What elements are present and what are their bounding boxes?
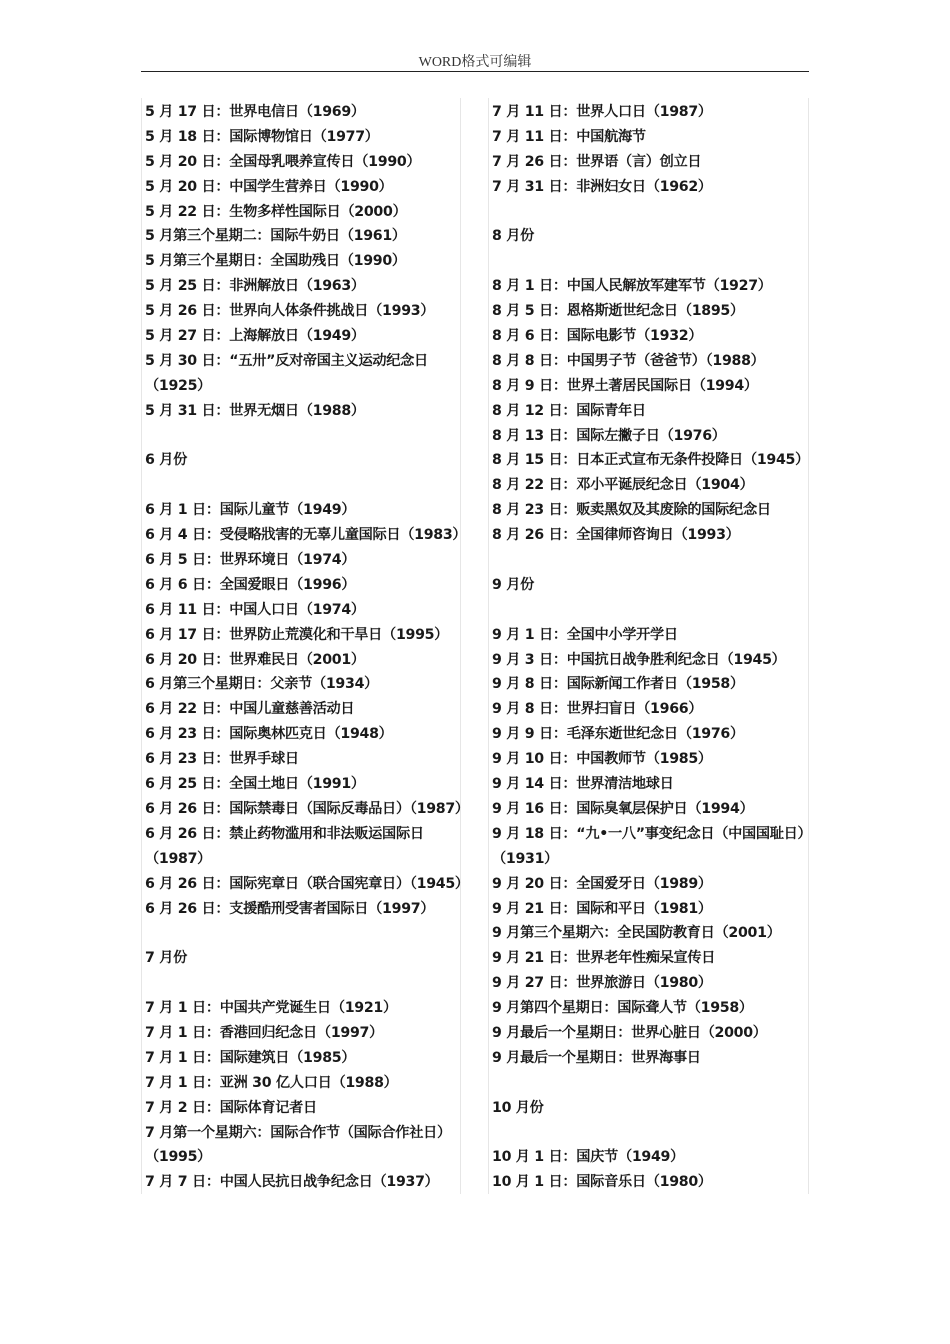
right-column [488,98,812,1194]
list-item: 9 月 27 日：世界旅游日（1980） [492,975,712,992]
list-item: 6 月 26 日：国际禁毒日（国际反毒品日）（1987） [145,800,469,817]
list-item: 8 月 15 日：日本正式宣布无条件投降日（1945） [492,452,810,469]
list-item: 5 月 31 日：世界无烟日（1988） [145,402,365,419]
blank-line [492,200,808,225]
list-item: 9 月 8 日：国际新闻工作者日（1958） [492,676,744,693]
list-item: 8 月 6 日：国际电影节（1932） [492,328,703,345]
list-item: 10 月 1 日：国庆节（1949） [492,1149,685,1166]
list-item: 8 月 8 日：中国男子节（爸爸节）（1988） [492,352,765,369]
month-heading: 6 月份 [145,452,187,469]
list-item: 8 月 22 日：邓小平诞辰纪念日（1904） [492,477,754,494]
list-item: 6 月 5 日：世界环境日（1974） [145,552,356,569]
list-item: （1931） [492,850,559,867]
blank-line [492,1121,808,1146]
right-entry-list [489,98,812,1195]
list-item: 7 月 31 日：非洲妇女日（1962） [492,178,712,195]
list-item: 9 月 8 日：世界扫盲日（1966） [492,701,703,718]
list-item: 9 月 21 日：国际和平日（1981） [492,900,712,917]
list-item: 5 月 18 日：国际博物馆日（1977） [145,128,379,145]
list-item: 9 月 16 日：国际臭氧层保护日（1994） [492,800,754,817]
list-item: 7 月 11 日：世界人口日（1987） [492,104,712,120]
list-item: 7 月第一个星期六：国际合作节（国际合作社日） [145,1124,451,1141]
month-heading: 8 月份 [492,228,534,245]
list-item: 9 月 21 日：世界老年性痴呆宣传日 [492,950,716,967]
list-item: 9 月第四个星期日：国际聋人节（1958） [492,1000,753,1017]
list-item: 8 月 23 日：贩卖黑奴及其废除的国际纪念日 [492,502,771,519]
list-item: 9 月 14 日：世界清洁地球日 [492,776,674,793]
list-item: 9 月 3 日：中国抗日战争胜利纪念日（1945） [492,651,786,668]
list-item: 9 月 18 日：“九•一八”事变纪念日（中国国耻日） [492,825,812,842]
list-item: 5 月 26 日：世界向人体条件挑战日（1993） [145,303,435,320]
list-item: 8 月 12 日：国际青年日 [492,402,646,419]
list-item: 5 月第三个星期日：全国助残日（1990） [145,253,406,270]
list-item: 5 月 22 日：生物多样性国际日（2000） [145,203,407,220]
blank-line [492,598,808,623]
list-item: 9 月第三个星期六：全民国防教育日（2001） [492,925,781,942]
list-item: 5 月第三个星期二：国际牛奶日（1961） [145,228,406,245]
list-item: 5 月 25 日：非洲解放日（1963） [145,278,365,295]
list-item: 6 月 17 日：世界防止荒漠化和干旱日（1995） [145,626,449,643]
list-item: 6 月 22 日：中国儿童慈善活动日 [145,701,355,718]
list-item: 6 月 26 日：支援酷刑受害者国际日（1997） [145,900,435,917]
list-item: 8 月 5 日：恩格斯逝世纪念日（1895） [492,303,744,320]
left-column [141,98,469,1194]
list-item: （1995） [145,1149,212,1166]
list-item: 7 月 26 日：世界语（言）创立日 [492,153,702,170]
list-item: 5 月 27 日：上海解放日（1949） [145,328,365,345]
list-item: 7 月 1 日：中国共产党诞生日（1921） [145,1000,397,1017]
list-item: 6 月 26 日：国际宪章日（联合国宪章日）（1945） [145,875,469,892]
list-item: 6 月 26 日：禁止药物滥用和非法贩运国际日 [145,825,424,842]
list-item: 8 月 9 日：世界土著居民国际日（1994） [492,377,758,394]
list-item: 8 月 26 日：全国律师咨询日（1993） [492,527,740,544]
list-item: 5 月 20 日：全国母乳喂养宣传日（1990） [145,153,421,170]
list-item: 10 月 1 日：国际音乐日（1980） [492,1174,712,1191]
blank-line [492,249,808,274]
header-rule [141,71,809,72]
list-item: 7 月 11 日：中国航海节 [492,128,646,145]
blank-line [145,424,460,449]
list-item: 8 月 1 日：中国人民解放军建军节（1927） [492,278,772,295]
month-heading: 7 月份 [145,950,187,967]
list-item: 9 月最后一个星期日：世界心脏日（2000） [492,1024,767,1041]
list-item: 6 月 4 日：受侵略戕害的无辜儿童国际日（1983） [145,527,467,544]
blank-line [145,971,460,996]
list-item: 9 月 9 日：毛泽东逝世纪念日（1976） [492,726,744,743]
month-heading: 10 月份 [492,1099,544,1116]
list-item: （1987） [145,850,212,867]
page-header: WORD格式可编辑 [418,55,532,70]
list-item: 9 月 20 日：全国爱牙日（1989） [492,875,712,892]
list-item: 5 月 20 日：中国学生营养日（1990） [145,178,393,195]
list-item: 6 月 25 日：全国土地日（1991） [145,776,365,793]
list-item: 7 月 2 日：国际体育记者日 [145,1099,317,1116]
blank-line [492,1071,808,1096]
list-item: 6 月 1 日：国际儿童节（1949） [145,502,356,519]
blank-line [145,921,460,946]
list-item: 6 月 6 日：全国爱眼日（1996） [145,576,356,593]
list-item: 9 月 10 日：中国教师节（1985） [492,751,712,768]
list-item: 7 月 1 日：国际建筑日（1985） [145,1049,356,1066]
list-item: 7 月 1 日：香港回归纪念日（1997） [145,1024,383,1041]
month-heading: 9 月份 [492,576,534,593]
list-item: 6 月 23 日：世界手球日 [145,751,299,768]
list-item: 7 月 1 日：亚洲 30 亿人口日（1988） [145,1074,398,1091]
list-item: 9 月最后一个星期日：世界海事日 [492,1049,701,1066]
list-item: 6 月第三个星期日：父亲节（1934） [145,676,379,693]
list-item: 6 月 20 日：世界难民日（2001） [145,651,365,668]
list-item: （1925） [145,377,212,394]
list-item: 6 月 23 日：国际奥林匹克日（1948） [145,726,393,743]
list-item: 8 月 13 日：国际左撇子日（1976） [492,427,726,444]
blank-line [145,473,460,498]
left-entry-list [142,98,469,1195]
blank-line [492,548,808,573]
list-item: 7 月 7 日：中国人民抗日战争纪念日（1937） [145,1174,439,1191]
list-item: 5 月 17 日：世界电信日（1969） [145,104,365,120]
list-item: 9 月 1 日：全国中小学开学日 [492,626,678,643]
list-item: 5 月 30 日：“五卅”反对帝国主义运动纪念日 [145,352,428,369]
list-item: 6 月 11 日：中国人口日（1974） [145,601,365,618]
